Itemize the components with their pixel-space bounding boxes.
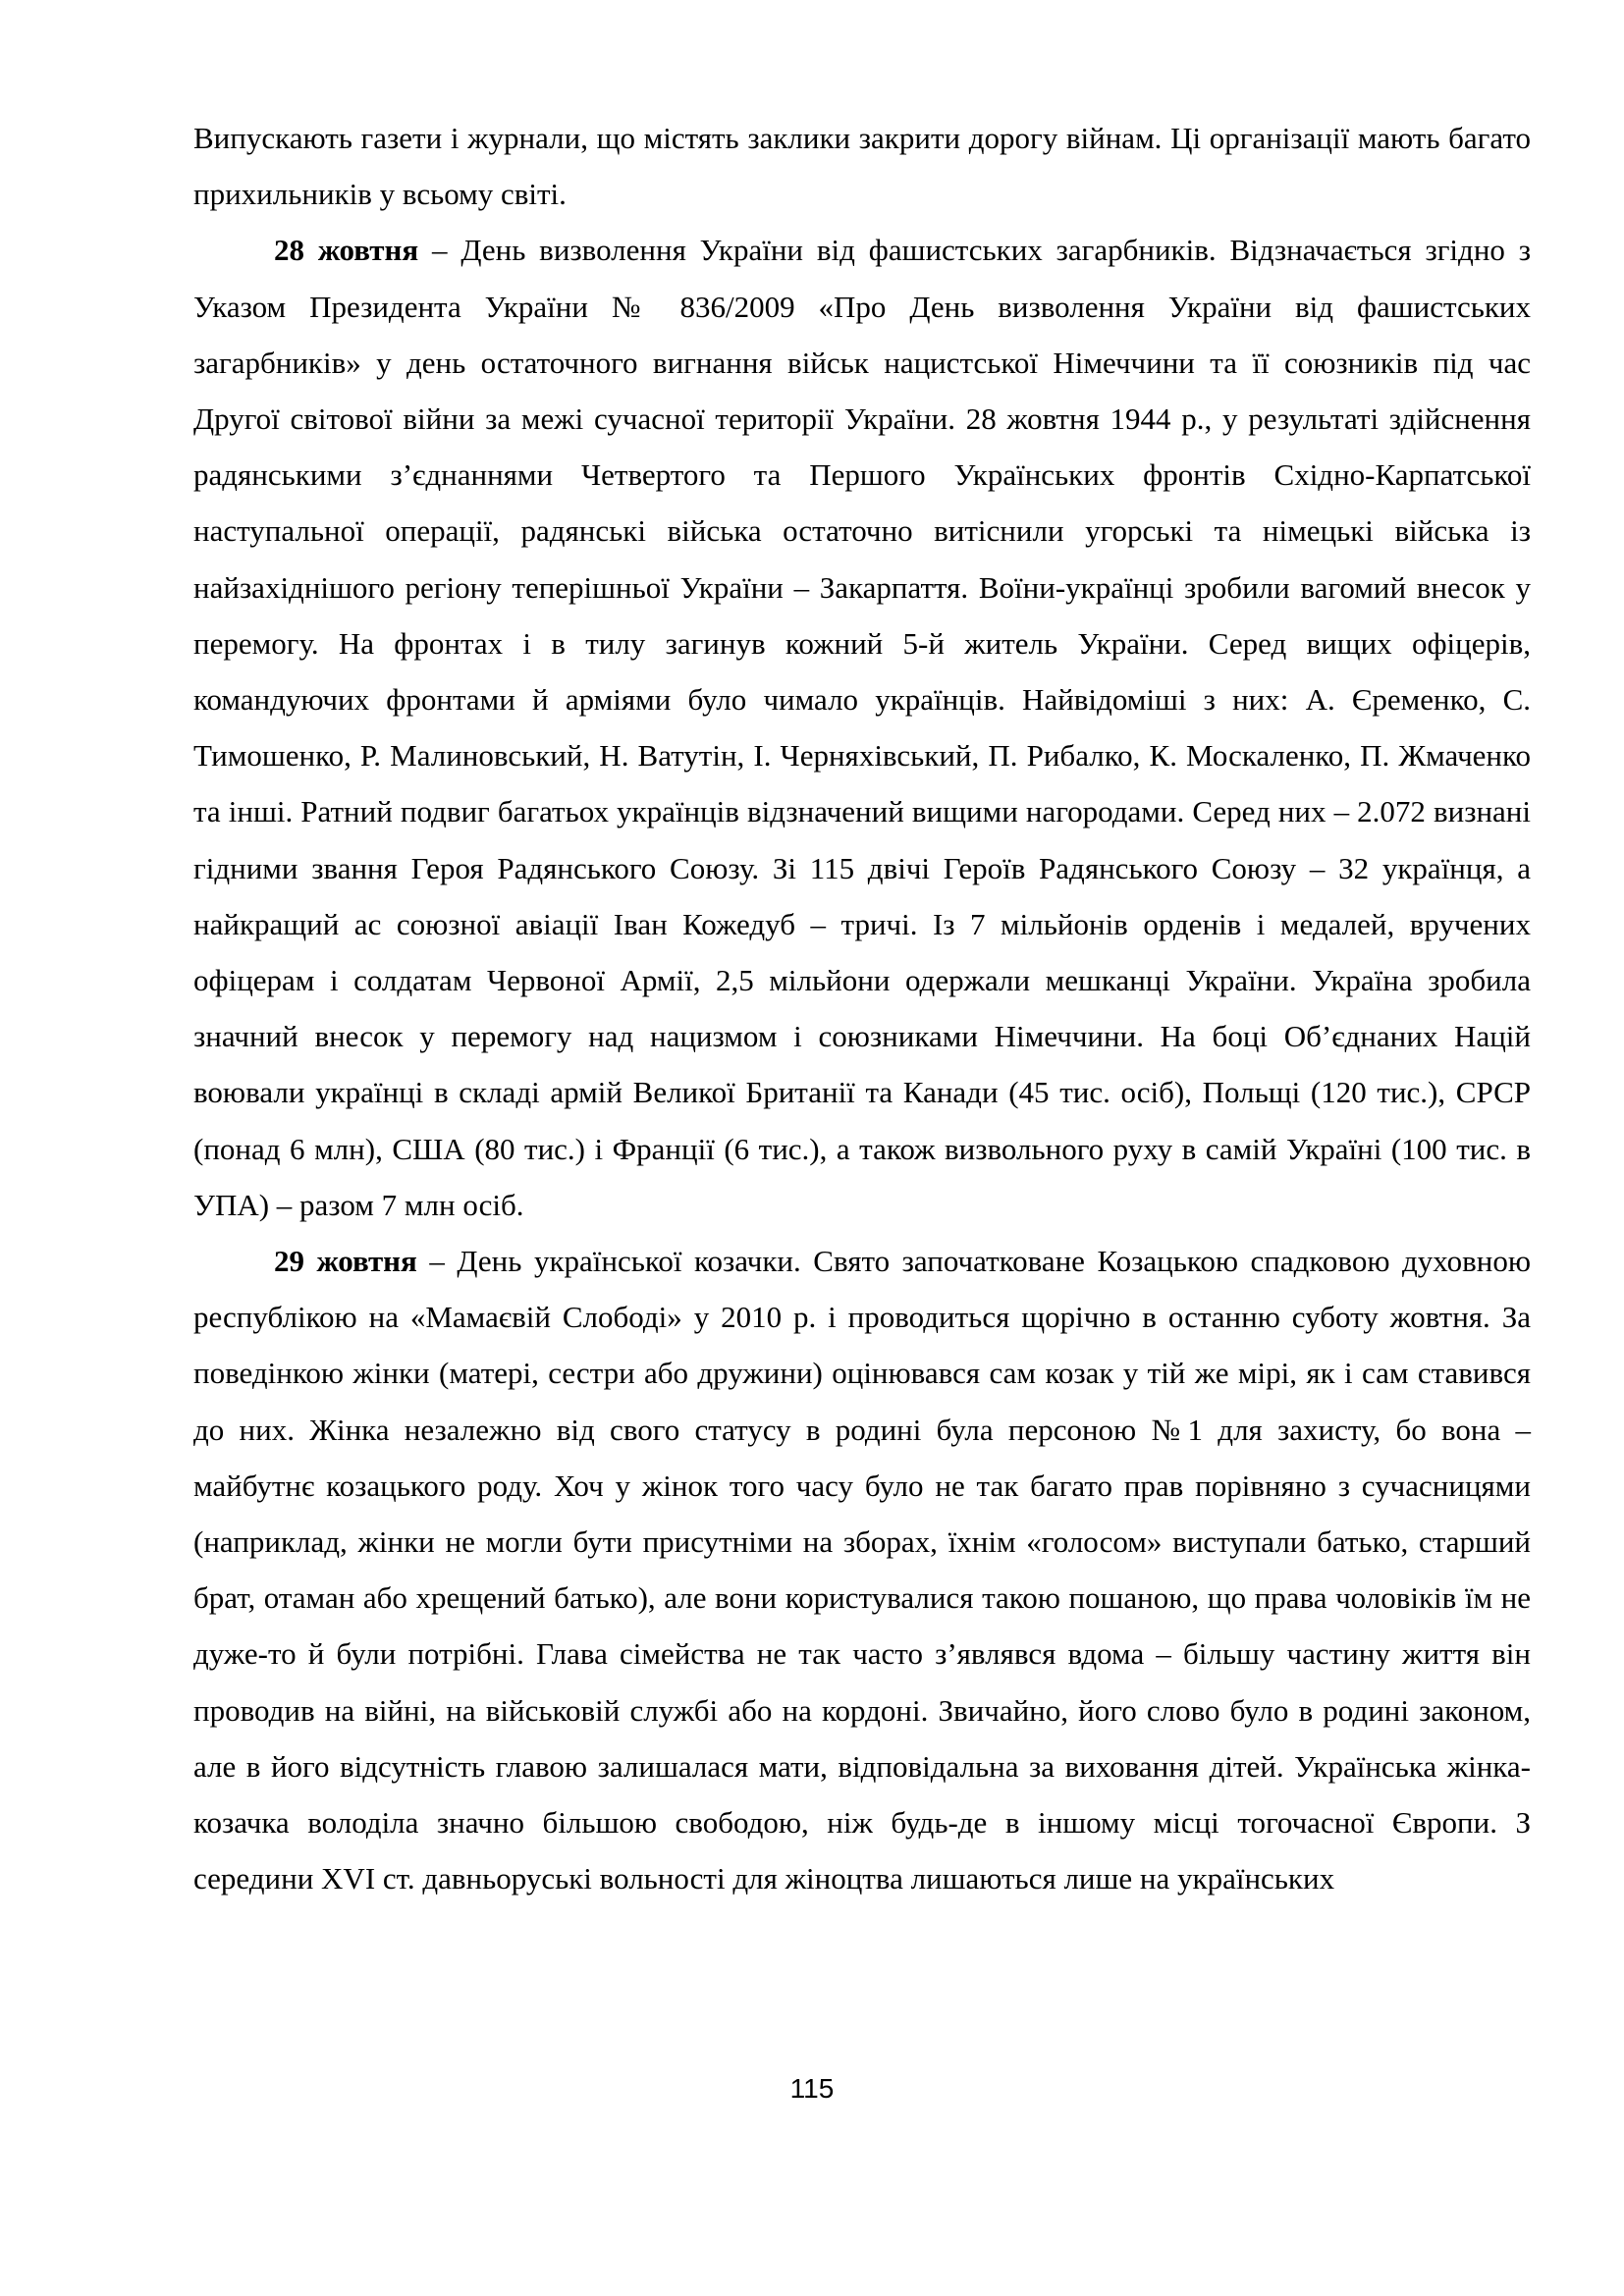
document-body (193, 110, 1531, 1907)
paragraph-october-28 (193, 222, 1531, 1233)
paragraph-october-29 (193, 1233, 1531, 1906)
paragraph-text: – День української козачки. Свято започатковане Козацькою спадковою духовною республікою на «Мамаєвій Слободі» у 2010 р. і проводиться щорічно в останню суботу жовтня. За поведінкою жінки (матері, сестри або дружини) оцінювався сам козак у тій же мірі, як і сам ставився до них. Жінка незалежно від свого статусу в родині була персоною №1 для захисту, бо вона – майбутнє козацького роду. Хоч у жінок того часу було не так багато прав порівняно з сучасницями (наприклад, жінки не могли бути присутніми на зборах, їхнім «голосом» виступали батько, старший брат, отаман або хрещений батько), але вони користувалися такою пошаною, що права чоловіків їм не дуже-то й були потрібні. Глава сімейства не так часто з’являвся вдома – більшу частину життя він проводив на війні, на військовій службі або на кордоні. Звичайно, його слово було в родині законом, але в його відсутність главою залишалася мати, відповідальна за виховання дітей. Українська жінка-козачка володіла значно більшою свободою, ніж будь-де в іншому місці тогочасної Європи. З середини XVI ст. давньоруські вольності для жіноцтва лишаються лише на українських (193, 1244, 1531, 1896)
paragraph-continuation (193, 110, 1531, 222)
date-heading: 28 жовтня (274, 233, 419, 268)
page-number: 115 (789, 2073, 835, 2104)
paragraph-text: Випускають газети і журнали, що містять заклики закрити дорогу війнам. Ці організації мають багато прихильників у всьому світі. (193, 121, 1531, 212)
paragraph-text: – День визволення України від фашистських загарбників. Відзначається згідно з Указом Президента України № 836/2009 «Про День визволення України від фашистських загарбників» у день остаточного вигнання військ нацистської Німеччини та її союзників під час Другої світової війни за межі сучасної території України. 28 жовтня 1944 р., у результаті здійснення радянськими з’єднаннями Четвертого та Першого Українських фронтів Східно-Карпатської наступальної операції, радянські війська остаточно витіснили угорські та німецькі війська із найзахіднішого регіону теперішньої України – Закарпаття. Воїни-українці зробили вагомий внесок у перемогу. На фронтах і в тилу загинув кожний 5-й житель України. Серед вищих офіцерів, командуючих фронтами й арміями було чимало українців. Найвідоміші з них: А. Єременко, С. Тимошенко, Р. Малиновський, Н. Ватутін, І. Черняхівський, П. Рибалко, К. Москаленко, П. Жмаченко та інші. Ратний подвиг багатьох українців відзначений вищими нагородами. Серед них – 2.072 визнані гідними звання Героя Радянського Союзу. Зі 115 двічі Героїв Радянського Союзу – 32 українця, а найкращий ас союзної авіації Іван Кожедуб – тричі. Із 7 мільйонів орденів і медалей, вручених офіцерам і солдатам Червоної Армії, 2,5 мільйони одержали мешканці України. Україна зробила значний внесок у перемогу над нацизмом і союзниками Німеччини. На боці Об’єднаних Націй воювали українці в складі армій Великої Британії та Канади (45 тис. осіб), Польщі (120 тис.), СРСР (понад 6 млн), США (80 тис.) і Франції (6 тис.), а також визвольного руху в самій Україні (100 тис. в УПА) – разом 7 млн осіб. (193, 233, 1531, 1222)
date-heading: 29 жовтня (274, 1244, 417, 1279)
